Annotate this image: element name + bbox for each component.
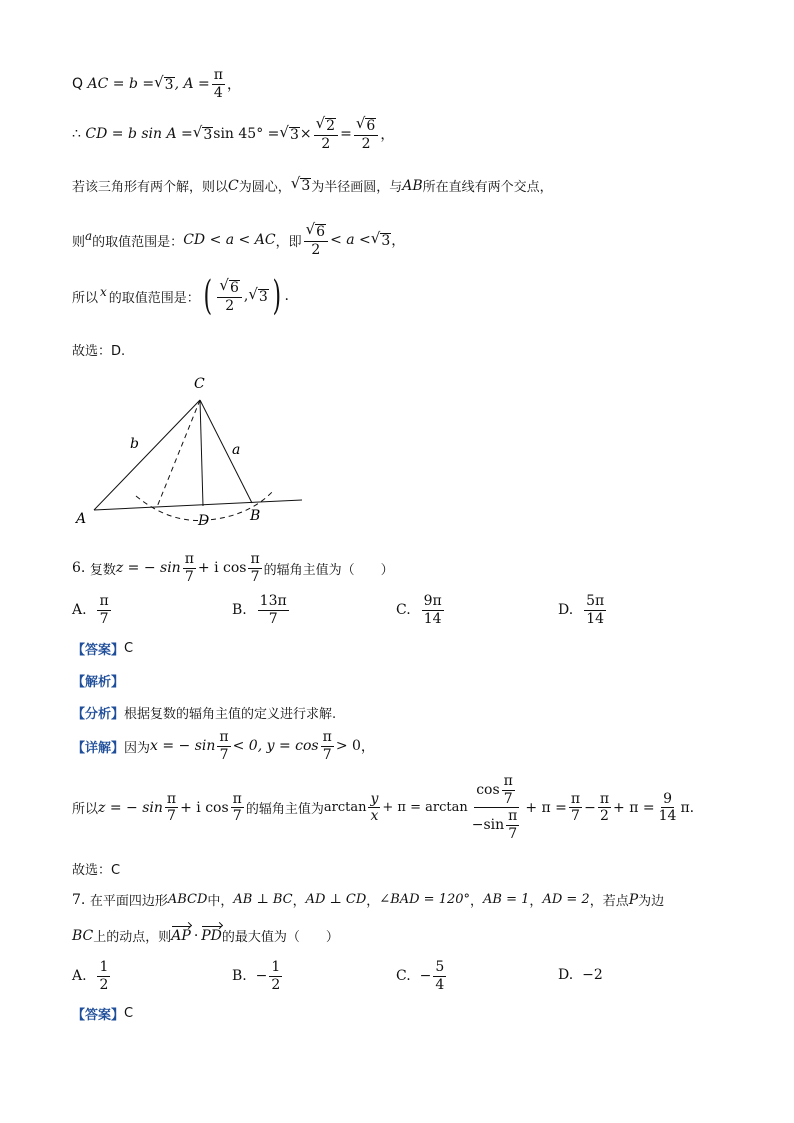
sqrt: √ 3: [248, 284, 268, 305]
sol5-line-4: 则 a 的取值范围是： CD < a < AC ，即 √ 6 2 < a < √ 3 ，: [72, 220, 406, 259]
label-a: a: [232, 442, 241, 458]
side-b: [94, 400, 200, 510]
sqrt: √ 3: [154, 72, 174, 93]
q7-option-a[interactable]: A. $\frac{1}{2}$: [72, 959, 109, 993]
sqrt: √ 3: [370, 228, 391, 249]
vector-PD: PD: [201, 927, 222, 944]
q7-option-b[interactable]: B. − $\frac{1}{2}$: [232, 959, 281, 993]
fraction: √ 2 2: [314, 116, 338, 152]
q6-fenxi: 【分析】 根据复数的辐角主值的定义进行求解.: [72, 707, 337, 722]
side-a: [200, 400, 252, 503]
fraction: √ 6 2: [354, 116, 378, 152]
label-B: B: [250, 508, 261, 524]
q6-answer: 【答案】 C: [72, 641, 134, 658]
q6-analysis-tag: 【解析】: [72, 675, 125, 690]
sol5-line-1: Q AC = b = √ 3 , A = $\frac{\pi}{4}$ ，: [72, 67, 241, 101]
sol5-answer: 故选：D.: [72, 344, 126, 359]
sqrt: √ 3: [290, 174, 311, 195]
q7-stem-line-1: 7. 在平面四边形 ABCD 中， AB ⊥ BC ， AD ⊥ CD ， ∠BAD = 120° ， AB = 1 ， AD = 2 ，若点 P 为边: [72, 891, 665, 909]
q6-option-b[interactable]: B. $\frac{13\pi}{7}$: [232, 593, 287, 627]
q7-answer: 【答案】 C: [72, 1006, 134, 1023]
fraction: $\frac{\pi}{7}$: [250, 551, 260, 585]
q6-detail: 【详解】 因为 x = − sin $\frac{\pi}{7}$ < 0, y = cos $\frac{\pi}{7}$ > 0 ，: [72, 729, 375, 763]
q7-option-d[interactable]: D. −2: [558, 967, 603, 983]
fraction: √ 6 2: [217, 278, 241, 314]
fraction: $\frac{\pi}{7}$: [184, 551, 194, 585]
sol5-line-3: 若该三角形有两个解，则以 C 为圆心， √ 3 为半径画圆，与 AB 所在直线有两个交点，: [72, 174, 553, 195]
sqrt: √ 3: [279, 122, 299, 143]
q6-option-d[interactable]: D. $\frac{5\pi}{14}$: [558, 593, 605, 627]
line-AB: [94, 500, 302, 510]
label-A: A: [76, 511, 87, 527]
sqrt: √ 3: [192, 122, 213, 143]
sol5-line-5: 所以 x 的取值范围是： ( √ 6 2 , √ 3 ) .: [72, 273, 289, 319]
label-b: b: [130, 436, 139, 452]
fraction: $\frac{\pi}{4}$: [213, 67, 223, 101]
sol5-line-2: ∴ CD = b sin A = √ 3 sin 45° = √ 3 × √ 2 2 = √ 6 2 ，: [72, 114, 395, 153]
label-C: C: [194, 376, 205, 392]
q7-option-c[interactable]: C. − $\frac{5}{4}$: [396, 959, 445, 993]
label-D: D: [198, 513, 210, 529]
dashed-segment: [157, 400, 200, 507]
triangle-diagram: [60, 372, 320, 532]
q7-stem-line-2: BC 上的动点，则 AP · PD 的最大值为（ ）: [72, 927, 339, 945]
q6-option-a[interactable]: A. $\frac{\pi}{7}$: [72, 593, 109, 627]
q6-option-c[interactable]: C. $\frac{9\pi}{14}$: [396, 593, 442, 627]
q6-stem: 6. 复数 z = − sin $\frac{\pi}{7}$ + i cos $\frac{\pi}{7}$ 的辐角主值为（ ）: [72, 551, 394, 585]
vector-AP: AP: [171, 927, 191, 944]
altitude-CD: [200, 400, 203, 506]
q6-solution: 所以 z = − sin $\frac{\pi}{7}$ + i cos $\frac{\pi}{7}$ 的辐角主值为 arctan $\frac{y}{x}$ + π = arctan cos $\frac{\pi}{7}$ −sin $\frac{\pi}{7}$ + π = $\frac{\pi}{7}$ − $\frac{\pi}{2}$ + π = $\frac{9}{14}$ π.: [72, 773, 695, 843]
q6-answer-line: 故选：C: [72, 863, 121, 878]
fraction: √ 6 2: [304, 222, 328, 258]
nested-fraction: cos $\frac{\pi}{7}$ −sin $\frac{\pi}{7}$: [471, 773, 518, 843]
